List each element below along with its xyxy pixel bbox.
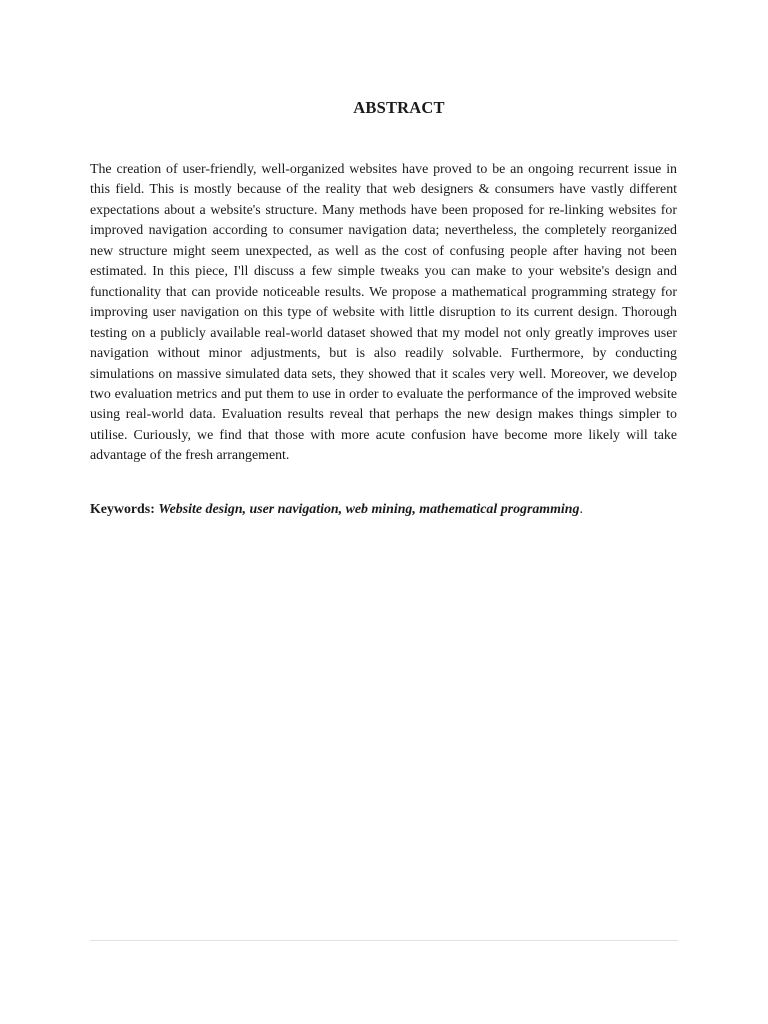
footer-divider bbox=[90, 940, 678, 941]
keywords-period: . bbox=[579, 502, 583, 517]
keywords-line bbox=[90, 500, 680, 520]
keywords-list: Website design, user navigation, web mining, mathematical programming bbox=[158, 502, 580, 517]
keywords-label: Keywords: bbox=[90, 502, 155, 517]
abstract-text: The creation of user-friendly, well-organized websites have proved to be an ongoing recurrent issue in this field. This is mostly because of the reality that web designers & consumers have vastly different expectations about a website's structure. Many methods have been proposed for re-linking websites for improved navigation according to consumer navigation data; nevertheless, the completely reorganized new structure might seem unexpected, as well as the cost of confusing people after having not been estimated. In this piece, I'll discuss a few simple tweaks you can make to your website's design and functionality that can provide noticeable results. We propose a mathematical programming strategy for improving user navigation on this type of website with little disruption to its current design. Thorough testing on a publicly available real-world dataset showed that my model not only greatly improves user navigation without minor adjustments, but is also readily solvable. Furthermore, by conducting simulations on massive simulated data sets, they showed that it scales very well. Moreover, we develop two evaluation metrics and put them to use in order to evaluate the performance of the improved website using real-world data. Evaluation results reveal that perhaps the new design makes things simpler to utilise. Curiously, we find that those with more acute confusion have become more likely will take advantage of the fresh arrangement. bbox=[90, 162, 677, 464]
abstract-heading: ABSTRACT bbox=[353, 98, 445, 117]
